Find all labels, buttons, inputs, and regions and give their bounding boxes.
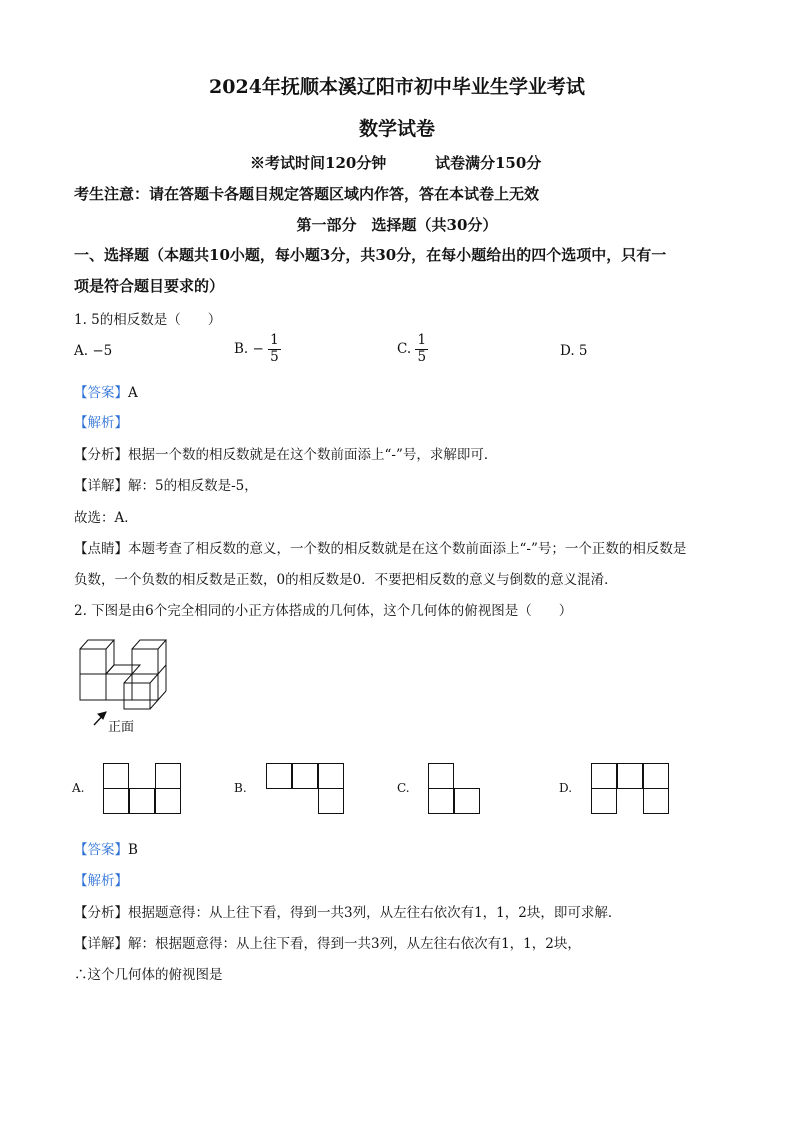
part-heading: 第一部分 选择题（共30分） bbox=[296, 216, 498, 234]
fenxi-text: 根据题意得：从上往下看，得到一共3列，从左往右依次有1，1，2块，即可求解． bbox=[128, 905, 622, 921]
dianjing-tag: 【点睛】 bbox=[74, 541, 128, 557]
q1-option-c-fraction bbox=[415, 333, 428, 365]
q1-option-b-fraction bbox=[268, 333, 281, 365]
q1-option-d: D. 5 bbox=[560, 343, 588, 359]
q1-choice: 故选：A． bbox=[74, 510, 138, 526]
answer-tag: 【答案】 bbox=[74, 385, 128, 401]
q1-option-c-numerator: 1 bbox=[417, 332, 427, 348]
notice: 考生注意：请在答题卡各题目规定答题区域内作答，答在本试卷上无效 bbox=[74, 185, 540, 203]
q2-fenxi bbox=[74, 901, 621, 921]
time-info: ※考试时间120分钟 bbox=[250, 154, 387, 172]
xiangjie-tag: 【详解】 bbox=[74, 478, 128, 494]
q1-option-c bbox=[397, 333, 428, 365]
q2-analysis-tag: 【解析】 bbox=[74, 873, 128, 889]
q1-option-a: A. −5 bbox=[74, 343, 113, 359]
xiangjie-text: 解：根据题意得：从上往下看，得到一共3列，从左往右依次有1，1，2块， bbox=[128, 936, 581, 952]
score-info: 试卷满分150分 bbox=[435, 154, 542, 172]
q1-dianjing-line1 bbox=[74, 537, 686, 557]
answer-tag: 【答案】 bbox=[74, 842, 128, 858]
subject-title: 数学试卷 bbox=[358, 118, 435, 140]
q1-option-b-sign: − bbox=[252, 341, 264, 358]
q1-option-c-label: C. bbox=[397, 341, 412, 358]
answer-value: A bbox=[128, 385, 138, 401]
q1-xiangjie bbox=[74, 474, 258, 494]
q1-answer bbox=[74, 381, 138, 401]
section-heading-line1: 一、选择题（本题共10小题，每小题3分，共30分，在每小题给出的四个选项中，只有一 bbox=[74, 246, 667, 264]
q2-option-c-label: C. bbox=[397, 781, 410, 795]
q1-option-c-denominator: 5 bbox=[417, 348, 427, 365]
q2-conclusion: ∴这个几何体的俯视图是 bbox=[74, 967, 223, 983]
q2-option-a-label: A. bbox=[72, 781, 85, 795]
exam-title: 2024年抚顺本溪辽阳市初中毕业生学业考试 bbox=[209, 76, 585, 98]
fenxi-tag: 【分析】 bbox=[74, 447, 128, 463]
q1-option-b-label: B. bbox=[234, 341, 249, 358]
answer-value: B bbox=[128, 842, 138, 858]
q2-option-b-label: B. bbox=[234, 781, 247, 795]
fenxi-tag: 【分析】 bbox=[74, 905, 128, 921]
q1-analysis-tag: 【解析】 bbox=[74, 415, 128, 431]
q1-dianjing-line2: 负数，一个负数的相反数是正数，0的相反数是0．不要把相反数的意义与倒数的意义混淆． bbox=[74, 572, 618, 588]
xiangjie-tag: 【详解】 bbox=[74, 936, 128, 952]
q2-option-d-label: D. bbox=[559, 781, 573, 795]
xiangjie-text: 解：5的相反数是-5， bbox=[128, 478, 258, 494]
section-heading-line2: 项是符合题目要求的） bbox=[74, 277, 225, 295]
q2-xiangjie bbox=[74, 932, 581, 952]
q1-fenxi bbox=[74, 443, 497, 463]
q1-option-b bbox=[234, 333, 281, 365]
q1-option-b-denominator: 5 bbox=[270, 348, 279, 365]
front-label: 正面 bbox=[108, 720, 135, 735]
q2-stem: 2. 下图是由6个完全相同的小正方体搭成的几何体，这个几何体的俯视图是（ ） bbox=[74, 603, 573, 619]
dianjing-text-1: 本题考查了相反数的意义，一个数的相反数就是在这个数前面添上“-”号；一个正数的相反数是 bbox=[128, 541, 687, 557]
q1-option-b-numerator: 1 bbox=[270, 332, 279, 348]
fenxi-text: 根据一个数的相反数就是在这个数前面添上“-”号，求解即可． bbox=[128, 447, 498, 463]
q2-answer bbox=[74, 838, 138, 858]
q1-stem: 1. 5的相反数是（ ） bbox=[74, 312, 222, 328]
